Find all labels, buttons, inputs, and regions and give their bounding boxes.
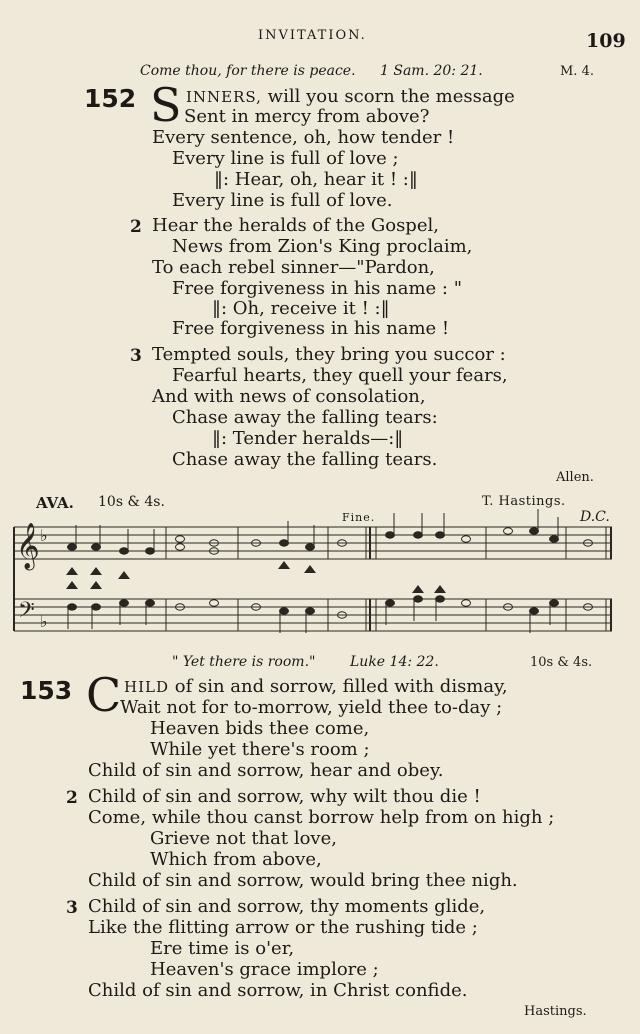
hymn-153-reference: " Yet there is room.": [172, 654, 316, 670]
tune-composer: T. Hastings.: [482, 494, 566, 509]
hymn-153-stanza-number: 2: [66, 788, 78, 808]
hymn-152-stanza-number: 2: [130, 217, 142, 237]
hymn-152-first-word: INNERS,: [186, 88, 262, 106]
hymn-152-line: Fearful hearts, they quell your fears,: [172, 365, 508, 386]
hymn-152-line: ‖: Hear, oh, hear it ! :‖: [214, 169, 418, 190]
hymn-153-line: Child of sin and sorrow, would bring thee nigh.: [88, 870, 518, 891]
page-number: 109: [586, 30, 626, 52]
hymn-153-scripture: Luke 14: 22.: [350, 654, 439, 670]
hymn-152-line: Tempted souls, they bring you succor :: [152, 344, 506, 365]
hymn-152-meter: M. 4.: [560, 64, 594, 79]
hymn-152-stanza-number: 3: [130, 346, 142, 366]
hymn-153-first-line: [124, 676, 508, 697]
hymn-153-line: Child of sin and sorrow, hear and obey.: [88, 760, 444, 781]
hymn-153-line: Grieve not that love,: [150, 828, 337, 849]
hymn-153-line: While yet there's room ;: [150, 739, 370, 760]
treble-notes: [68, 528, 593, 554]
hymn-153-meter: 10s & 4s.: [530, 655, 593, 670]
hymn-153-stanza-number: 3: [66, 898, 78, 918]
hymn-152-drop-capital: S: [150, 78, 182, 132]
hymn-152-number: 152: [84, 84, 137, 113]
hymn-152-line: Sent in mercy from above?: [184, 106, 430, 127]
hymn-152-scripture: 1 Sam. 20: 21.: [380, 63, 483, 79]
hymn-152-line: Every line is full of love ;: [172, 148, 399, 169]
lower-voice-markers: [66, 561, 446, 593]
hymn-152-author: Allen.: [556, 470, 594, 485]
hymn-153-drop-capital: C: [86, 668, 122, 722]
hymn-152-line: ‖: Oh, receive it ! :‖: [212, 298, 390, 319]
hymn-153-line: Child of sin and sorrow, in Christ confide.: [88, 980, 468, 1001]
bass-staff: [14, 599, 612, 631]
hymn-153-number: 153: [20, 676, 73, 705]
flat-icon: ♭: [40, 612, 48, 631]
tune-meter: 10s & 4s.: [98, 494, 165, 510]
hymn-153-first-word: HILD: [124, 678, 169, 696]
music-score: [0, 485, 640, 655]
hymn-152-line: And with news of consolation,: [152, 386, 426, 407]
hymn-153-line: Which from above,: [150, 849, 322, 870]
hymn-152-reference: Come thou, for there is peace.: [140, 63, 356, 79]
running-header: INVITATION.: [258, 28, 367, 43]
hymn-153-line: Child of sin and sorrow, thy moments glide,: [88, 896, 486, 917]
treble-staff: [14, 527, 612, 559]
hymn-152-line: To each rebel sinner—"Pardon,: [152, 257, 435, 278]
flat-icon: ♭: [40, 526, 48, 545]
fine-marking: Fine.: [342, 511, 376, 524]
hymn-152-line: ‖: Tender heralds—:‖: [212, 428, 404, 449]
hymn-153-line: Heaven bids thee come,: [150, 718, 370, 739]
hymn-152-line: Hear the heralds of the Gospel,: [152, 215, 439, 236]
hymn-152-line: Every line is full of love.: [172, 190, 393, 211]
hymn-152-line: News from Zion's King proclaim,: [172, 236, 473, 257]
hymn-153-line: Heaven's grace implore ;: [150, 959, 379, 980]
hymn-152-line: Chase away the falling tears:: [172, 407, 438, 428]
bass-clef-icon: 𝄢: [18, 598, 35, 628]
hymn-153-author: Hastings.: [524, 1004, 587, 1019]
hymn-153-line: Wait not for to-morrow, yield thee to-day ;: [120, 697, 503, 718]
hymn-153-line: Like the flitting arrow or the rushing tide ;: [88, 917, 478, 938]
tune-name: AVA.: [36, 494, 74, 512]
hymn-153-line: Come, while thou canst borrow help from on high ;: [88, 807, 555, 828]
dc-marking: D.C.: [580, 509, 610, 525]
hymn-152-first-line: [186, 86, 515, 107]
hymn-152-line: Every sentence, oh, how tender !: [152, 127, 455, 148]
hymn-152-first-line-text: will you scorn the message: [267, 86, 515, 107]
hymn-152-line: Free forgiveness in his name !: [172, 318, 450, 339]
treble-clef-icon: 𝄞: [16, 523, 40, 569]
hymn-153-line: Child of sin and sorrow, why wilt thou die !: [88, 786, 481, 807]
hymn-153-first-line-text: of sin and sorrow, filled with dismay,: [174, 676, 508, 697]
hymn-153-line: Ere time is o'er,: [150, 938, 295, 959]
hymn-152-line: Chase away the falling tears.: [172, 449, 438, 470]
hymn-152-line: Free forgiveness in his name : ": [172, 278, 462, 299]
